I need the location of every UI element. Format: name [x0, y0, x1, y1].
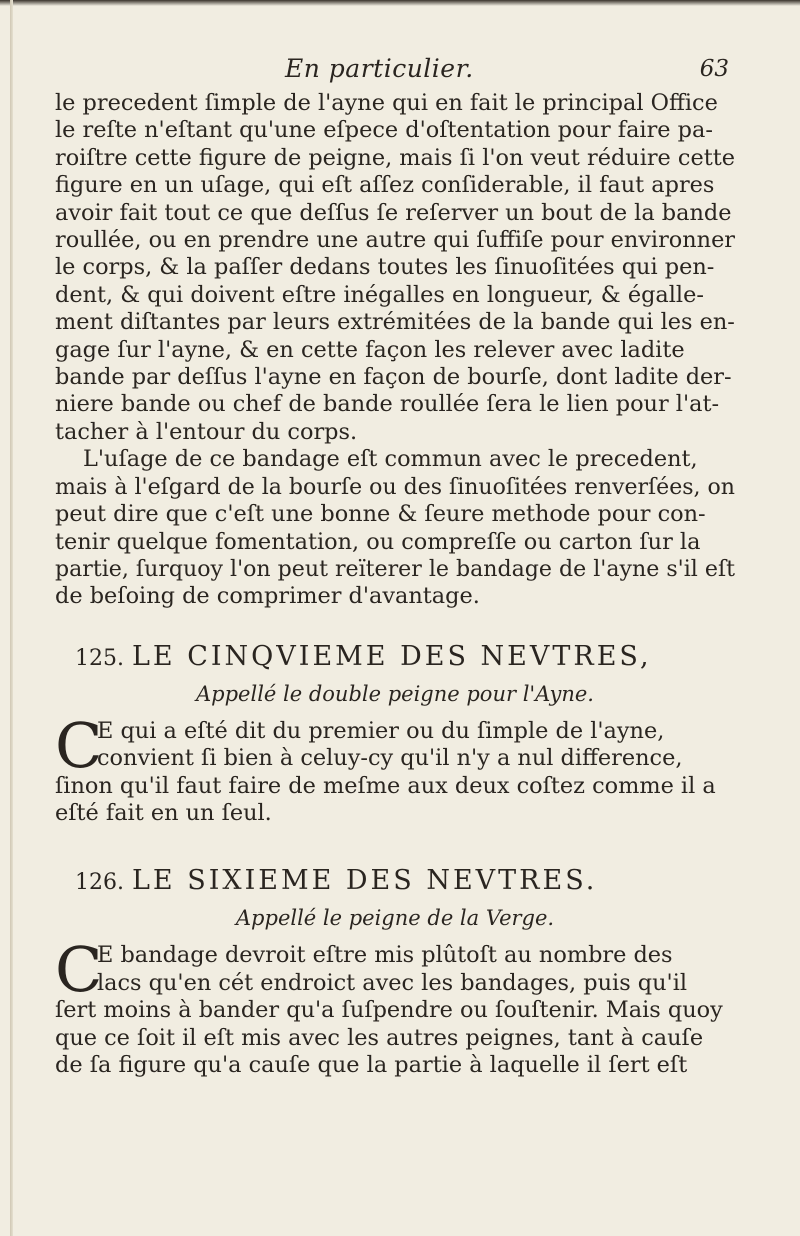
text-line: ment diſtantes par leurs extrémitées de la bande qui les en-	[55, 309, 735, 336]
text-line: mais à l'eſgard de la bourſe ou des ſinuoſitées renverſées, on	[55, 473, 735, 500]
text-line: eſté fait en un ſeul.	[55, 799, 272, 826]
section-title: LE CINQVIEME DES NEVTRES,	[131, 640, 652, 672]
text-line: E bandage devroit eſtre mis plûtoſt au nombre des	[97, 942, 673, 969]
section-126-heading	[75, 865, 735, 896]
text-line: avoir fait tout ce que deſſus ſe reſerver un bout de la bande	[55, 199, 732, 226]
text-line: niere bande ou chef de bande roullée ſera le lien pour l'at-	[55, 391, 720, 418]
section-126-body	[55, 933, 735, 1079]
text-line: le corps, & la paſſer dedans toutes les ſinuoſitées qui pen-	[55, 254, 715, 281]
text-line: le precedent ſimple de l'ayne qui en fait le principal Office	[55, 90, 718, 116]
text-line: peut dire que c'eſt une bonne & ſeure methode pour con-	[55, 501, 706, 528]
section-number: 125.	[75, 645, 124, 671]
section-125-body	[55, 708, 735, 828]
text-line: roullée, ou en prendre une autre qui ſuffiſe pour environner	[55, 227, 735, 254]
text-line: dent, & qui doivent eſtre inégalles en longueur, & égalle-	[55, 281, 704, 308]
text-line: partie, ſurquoy l'on peut reïterer le bandage de l'ayne s'il eſt	[55, 555, 735, 582]
section-125-subtitle: Appellé le double peigne pour l'Ayne.	[196, 681, 594, 706]
page-top-shadow	[0, 0, 800, 6]
text-line: bande par deſſus l'ayne en façon de bourſe, dont ladite der-	[55, 364, 732, 391]
section-126-subtitle: Appellé le peigne de la Verge.	[235, 906, 555, 931]
page-binding-edge	[10, 0, 13, 1236]
paragraph-usage	[55, 446, 735, 610]
drop-cap: C	[55, 933, 103, 1007]
page-number: 63	[699, 56, 729, 82]
section-number: 126.	[75, 870, 124, 896]
text-line: lacs qu'en cét endroict avec les bandages, puis qu'il	[97, 969, 688, 996]
text-line: E qui a eſté dit du premier ou du ſimple de l'ayne,	[97, 717, 665, 744]
text-line: tacher à l'entour du corps.	[55, 418, 358, 445]
text-line: gage ſur l'ayne, & en cette façon les relever avec ladite	[55, 336, 685, 363]
text-line: ſert moins à bander qu'a ſuſpendre ou ſouſtenir. Mais quoy	[55, 997, 723, 1024]
paragraph-continuation	[55, 90, 735, 446]
text-line: de beſoing de comprimer d'avantage.	[55, 583, 480, 610]
section-title: LE SIXIEME DES NEVTRES.	[131, 865, 598, 897]
section-125-heading	[75, 641, 735, 672]
text-line: figure en un uſage, qui eſt aſſez conſiderable, il faut apres	[55, 172, 715, 199]
book-page	[55, 50, 735, 1079]
text-line: le reſte n'eſtant qu'une eſpece d'oſtentation pour faire pa-	[55, 117, 713, 144]
text-line: ſinon qu'il faut faire de meſme aux deux coſtez comme il a	[55, 772, 716, 799]
drop-cap: C	[55, 708, 103, 782]
text-line: roiſtre cette figure de peigne, mais ſi l'on veut réduire cette	[55, 144, 735, 171]
text-line: tenir quelque fomentation, ou compreſſe ou carton ſur la	[55, 528, 701, 555]
text-line: que ce ſoit il eſt mis avec les autres peignes, tant à cauſe	[55, 1024, 704, 1051]
text-line: convient ſi bien à celuy-cy qu'il n'y a nul difference,	[97, 745, 683, 772]
running-title: En particulier.	[285, 54, 474, 83]
text-line: L'uſage de ce bandage eſt commun avec le precedent,	[83, 446, 698, 473]
text-line: de ſa figure qu'a cauſe que la partie à laquelle il ſert eſt	[55, 1051, 688, 1078]
running-head	[55, 50, 735, 90]
